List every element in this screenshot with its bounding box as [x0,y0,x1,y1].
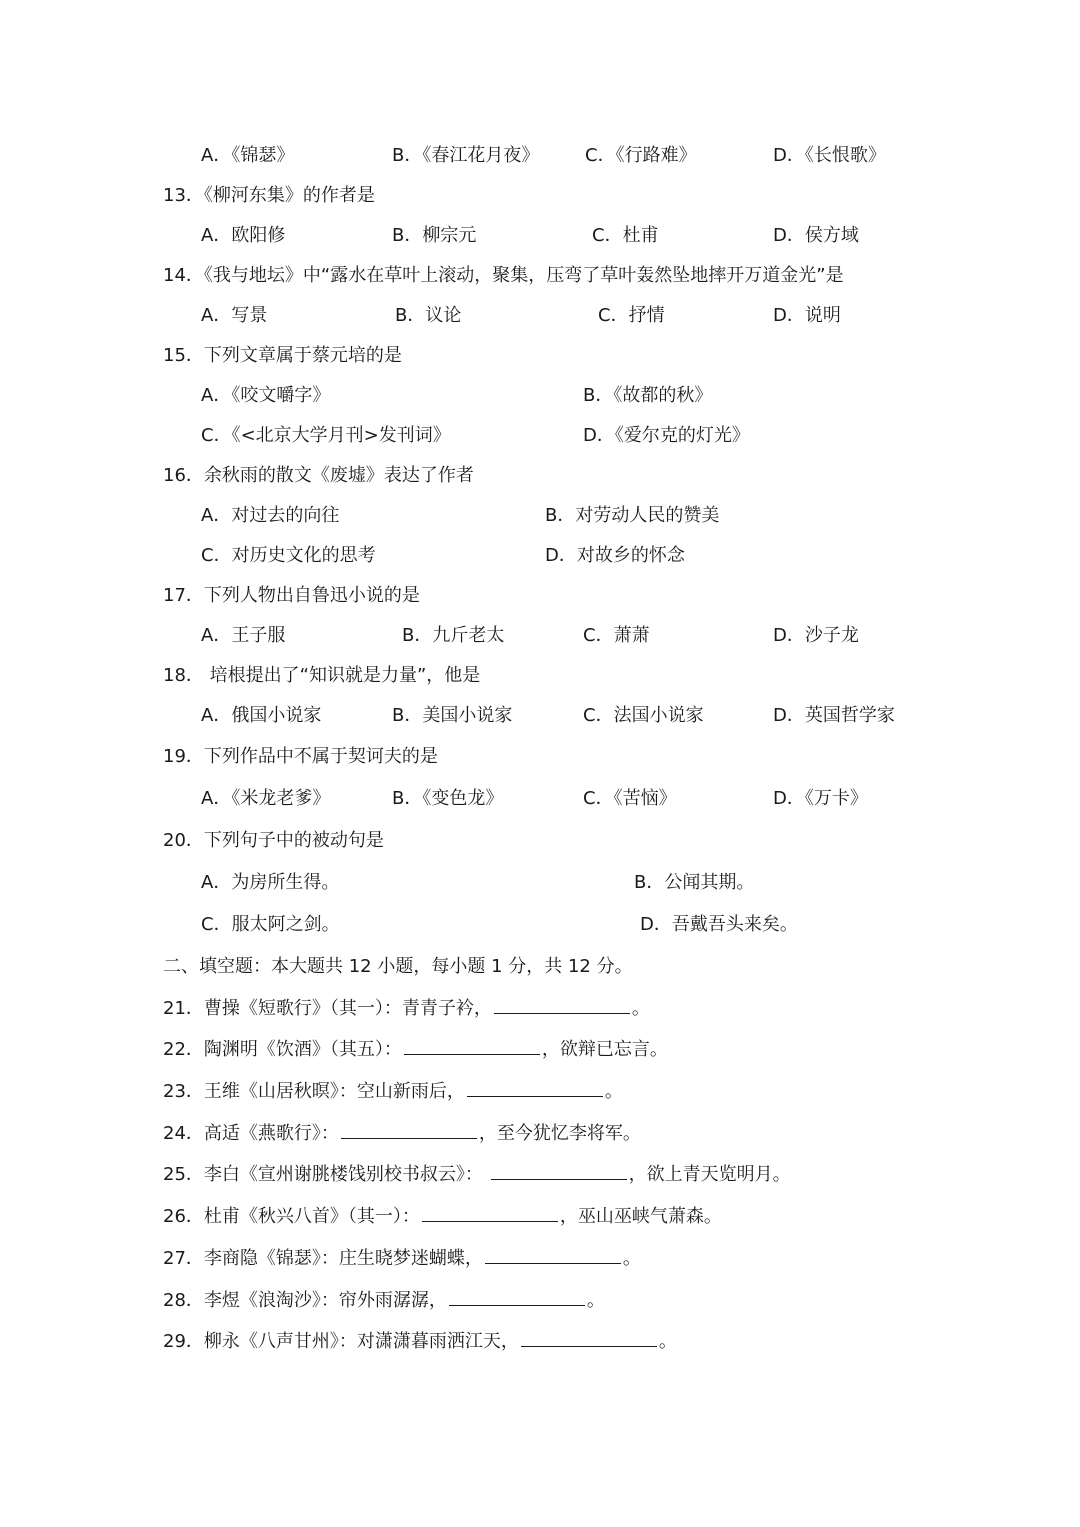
answer-option: C．《苦恼》 [583,788,677,809]
answer-option: C．萧萧 [583,625,650,646]
answer-option: C．《行路难》 [585,145,697,166]
question-text: 14．《我与地坛》中“露水在草叶上滚动，聚集，压弯了草叶轰然坠地摔开万道金光”是 [163,265,844,286]
answer-option: B．柳宗元 [392,225,477,246]
fill-in-question [163,1038,668,1062]
answer-option: B．美国小说家 [392,705,513,726]
question-suffix: ，欲上青天览明月。 [628,1164,791,1185]
answer-blank [449,1289,585,1306]
question-text: 15．下列文章属于蔡元培的是 [163,345,402,366]
answer-option: A．《锦瑟》 [201,145,295,166]
fill-in-question [163,1289,605,1313]
question-prompt: 27．李商隐《锦瑟》：庄生晓梦迷蝴蝶， [163,1248,483,1269]
question-suffix: 。 [604,1081,623,1102]
answer-option: B．《故都的秋》 [583,385,713,406]
fill-in-question [163,1205,722,1229]
question-suffix: 。 [658,1331,677,1352]
question-text: 18． 培根提出了“知识就是力量”，他是 [163,665,481,686]
question-text: 二、填空题：本大题共 12 小题，每小题 1 分，共 12 分。 [163,956,633,977]
answer-option: A．写景 [201,305,268,326]
answer-option: A．对过去的向往 [201,505,340,526]
answer-option: B．公闻其期。 [634,872,755,893]
answer-option: A．欧阳修 [201,225,286,246]
answer-option: C．抒情 [598,305,665,326]
answer-option: C．对历史文化的思考 [201,545,376,566]
answer-option: A．为房所生得。 [201,872,340,893]
answer-option: D．吾戴吾头来矣。 [640,914,798,935]
answer-option: B．《变色龙》 [392,788,504,809]
fill-in-question [163,1247,641,1271]
question-suffix: 。 [622,1248,641,1269]
question-prompt: 29．柳永《八声甘州》：对潇潇暮雨洒江天， [163,1331,519,1352]
answer-option: D．《爱尔克的灯光》 [583,425,750,446]
answer-blank [521,1330,657,1347]
question-text: 17．下列人物出自鲁迅小说的是 [163,585,420,606]
question-prompt: 22．陶渊明《饮酒》（其五）： [163,1039,402,1060]
answer-option: B．对劳动人民的赞美 [545,505,720,526]
answer-option: B．议论 [395,305,462,326]
question-text: 20．下列句子中的被动句是 [163,830,384,851]
answer-option: D．沙子龙 [773,625,859,646]
answer-option: D．侯方域 [773,225,859,246]
answer-option: C．服太阿之剑。 [201,914,340,935]
fill-in-question [163,997,650,1021]
answer-option: C．法国小说家 [583,705,704,726]
answer-blank [494,997,630,1014]
question-suffix: ，至今犹忆李将军。 [478,1123,641,1144]
answer-blank [422,1205,558,1222]
question-suffix: ，巫山巫峡气萧森。 [559,1206,722,1227]
question-prompt: 21．曹操《短歌行》（其一）：青青子衿， [163,998,492,1019]
question-suffix: 。 [586,1290,605,1311]
answer-option: B．九斤老太 [402,625,505,646]
answer-blank [485,1247,621,1264]
answer-option: D．说明 [773,305,841,326]
fill-in-question [163,1163,791,1187]
question-suffix: ，欲辩已忘言。 [541,1039,668,1060]
answer-option: A．俄国小说家 [201,705,322,726]
fill-in-question [163,1080,623,1104]
answer-option: B．《春江花月夜》 [392,145,540,166]
answer-option: D．《万卡》 [773,788,868,809]
answer-option: C．《<北京大学月刊>发刊词》 [201,425,451,446]
question-prompt: 24．高适《燕歌行》： [163,1123,339,1144]
answer-option: D．对故乡的怀念 [545,545,685,566]
answer-blank [341,1122,477,1139]
question-text: 19．下列作品中不属于契诃夫的是 [163,746,438,767]
question-prompt: 28．李煜《浪淘沙》：帘外雨潺潺， [163,1290,447,1311]
fill-in-question [163,1330,677,1354]
answer-option: D．《长恨歌》 [773,145,886,166]
answer-blank [491,1163,627,1180]
question-text: 13．《柳河东集》的作者是 [163,185,375,206]
answer-blank [404,1038,540,1055]
question-prompt: 25．李白《宣州谢朓楼饯别校书叔云》： [163,1164,489,1185]
question-prompt: 23．王维《山居秋暝》：空山新雨后， [163,1081,465,1102]
question-text: 16．余秋雨的散文《废墟》表达了作者 [163,465,474,486]
answer-option: D．英国哲学家 [773,705,895,726]
question-suffix: 。 [631,998,650,1019]
answer-option: C．杜甫 [592,225,659,246]
answer-blank [467,1080,603,1097]
answer-option: A．《咬文嚼字》 [201,385,331,406]
answer-option: A．王子服 [201,625,286,646]
question-prompt: 26．杜甫《秋兴八首》（其一）： [163,1206,420,1227]
answer-option: A．《米龙老爹》 [201,788,331,809]
fill-in-question [163,1122,641,1146]
